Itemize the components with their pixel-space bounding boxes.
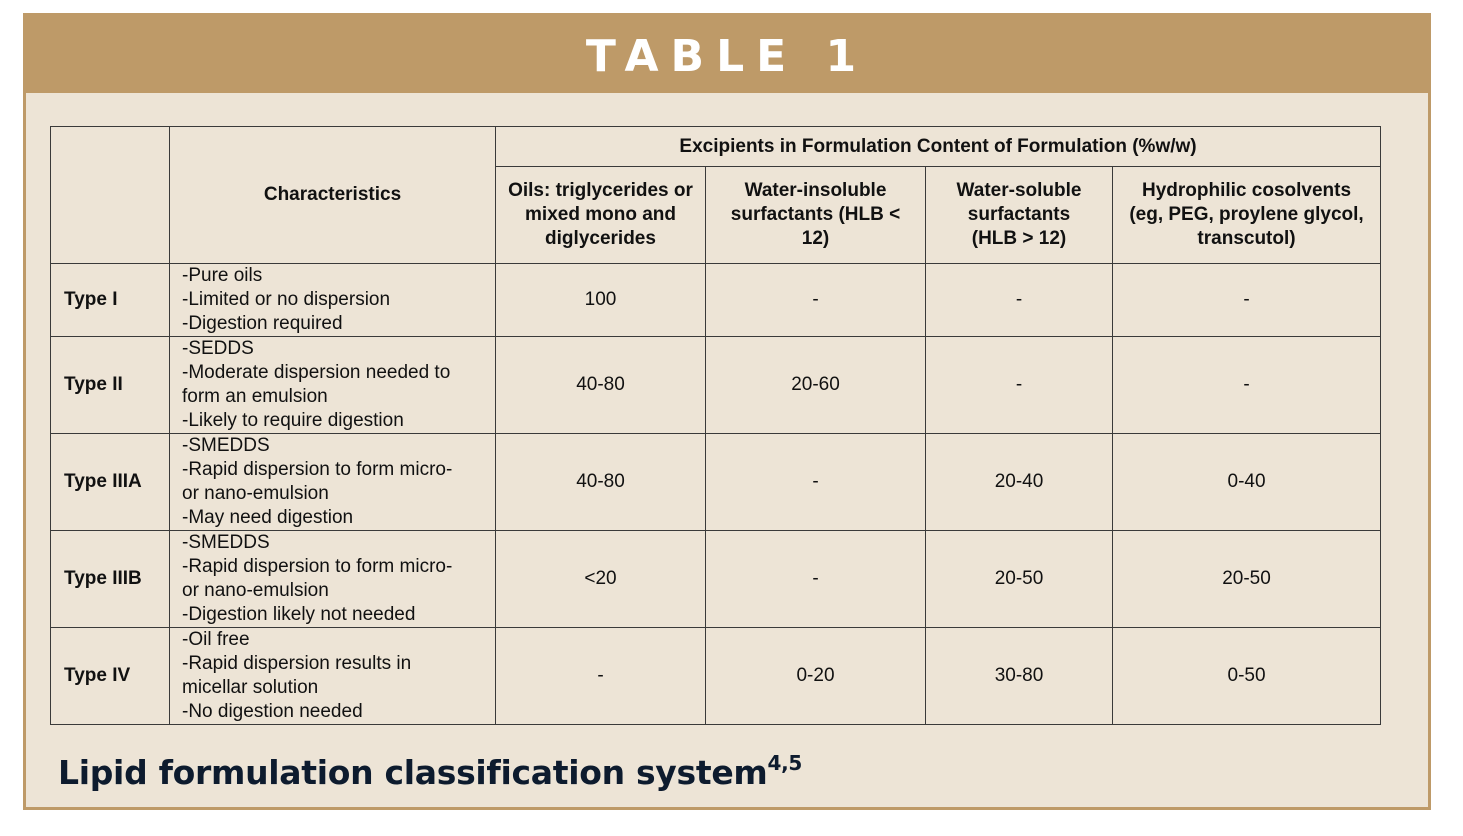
characteristic-line: -Rapid dispersion to form micro- bbox=[182, 556, 453, 577]
table-row bbox=[51, 337, 1381, 434]
value-cell: 20-50 bbox=[926, 531, 1113, 628]
value-cell: 30-80 bbox=[926, 628, 1113, 725]
value-cell: - bbox=[706, 264, 926, 337]
characteristics-cell bbox=[170, 628, 496, 725]
column-header-cosolvents: Hydrophilic cosolvents (eg, PEG, proylene glycol, transcutol) bbox=[1113, 167, 1381, 264]
type-label: Type II bbox=[51, 337, 170, 434]
characteristic-line: -SMEDDS bbox=[182, 435, 270, 456]
header-row-group bbox=[51, 127, 1381, 167]
value-cell: 20-40 bbox=[926, 434, 1113, 531]
caption-text: Lipid formulation classification system bbox=[58, 753, 768, 792]
characteristic-line: -SMEDDS bbox=[182, 532, 270, 553]
table-row bbox=[51, 434, 1381, 531]
characteristic-line: -Likely to require digestion bbox=[182, 410, 404, 431]
column-header-water-insoluble: Water-insoluble surfactants (HLB < 12) bbox=[706, 167, 926, 264]
value-cell: 20-50 bbox=[1113, 531, 1381, 628]
table-row bbox=[51, 628, 1381, 725]
characteristics-header: Characteristics bbox=[170, 127, 496, 264]
column-header-oils: Oils: triglycerides or mixed mono and diglycerides bbox=[496, 167, 706, 264]
value-cell: 0-50 bbox=[1113, 628, 1381, 725]
value-cell: 20-60 bbox=[706, 337, 926, 434]
characteristic-line: -Rapid dispersion results in bbox=[182, 653, 412, 674]
value-cell: <20 bbox=[496, 531, 706, 628]
value-cell: - bbox=[926, 264, 1113, 337]
type-label: Type IV bbox=[51, 628, 170, 725]
characteristics-cell bbox=[170, 337, 496, 434]
characteristics-cell bbox=[170, 531, 496, 628]
value-cell: 100 bbox=[496, 264, 706, 337]
value-cell: - bbox=[496, 628, 706, 725]
value-cell: 0-20 bbox=[706, 628, 926, 725]
characteristic-line: or nano-emulsion bbox=[182, 483, 329, 504]
classification-table bbox=[50, 126, 1381, 725]
characteristic-line: -SEDDS bbox=[182, 338, 254, 359]
column-header-water-soluble: Water-soluble surfactants (HLB > 12) bbox=[926, 167, 1113, 264]
table-banner: TABLE 1 bbox=[26, 16, 1428, 93]
value-cell: 0-40 bbox=[1113, 434, 1381, 531]
table-frame bbox=[23, 13, 1431, 810]
table-row bbox=[51, 264, 1381, 337]
excipients-group-header: Excipients in Formulation Content of Formulation (%w/w) bbox=[496, 127, 1381, 167]
characteristics-cell bbox=[170, 264, 496, 337]
characteristic-line: -Rapid dispersion to form micro- bbox=[182, 459, 453, 480]
value-cell: - bbox=[706, 434, 926, 531]
empty-corner-cell bbox=[51, 127, 170, 264]
value-cell: 40-80 bbox=[496, 337, 706, 434]
value-cell: 40-80 bbox=[496, 434, 706, 531]
characteristic-line: -Digestion required bbox=[182, 313, 343, 334]
value-cell: - bbox=[1113, 264, 1381, 337]
type-label: Type I bbox=[51, 264, 170, 337]
characteristic-line: -Limited or no dispersion bbox=[182, 289, 391, 310]
value-cell: - bbox=[926, 337, 1113, 434]
characteristic-line: -Moderate dispersion needed to bbox=[182, 362, 451, 383]
characteristic-line: or nano-emulsion bbox=[182, 580, 329, 601]
value-cell: - bbox=[1113, 337, 1381, 434]
table-caption bbox=[58, 751, 802, 792]
characteristics-cell bbox=[170, 434, 496, 531]
characteristic-line: -Pure oils bbox=[182, 265, 263, 286]
characteristic-line: micellar solution bbox=[182, 677, 319, 698]
value-cell: - bbox=[706, 531, 926, 628]
table-row bbox=[51, 531, 1381, 628]
caption-superscript: 4,5 bbox=[767, 751, 803, 775]
characteristic-line: -May need digestion bbox=[182, 507, 354, 528]
characteristic-line: -Oil free bbox=[182, 629, 250, 650]
characteristic-line: -No digestion needed bbox=[182, 701, 363, 722]
type-label: Type IIIB bbox=[51, 531, 170, 628]
type-label: Type IIIA bbox=[51, 434, 170, 531]
characteristic-line: -Digestion likely not needed bbox=[182, 604, 416, 625]
table-body bbox=[51, 264, 1381, 725]
characteristic-line: form an emulsion bbox=[182, 386, 328, 407]
